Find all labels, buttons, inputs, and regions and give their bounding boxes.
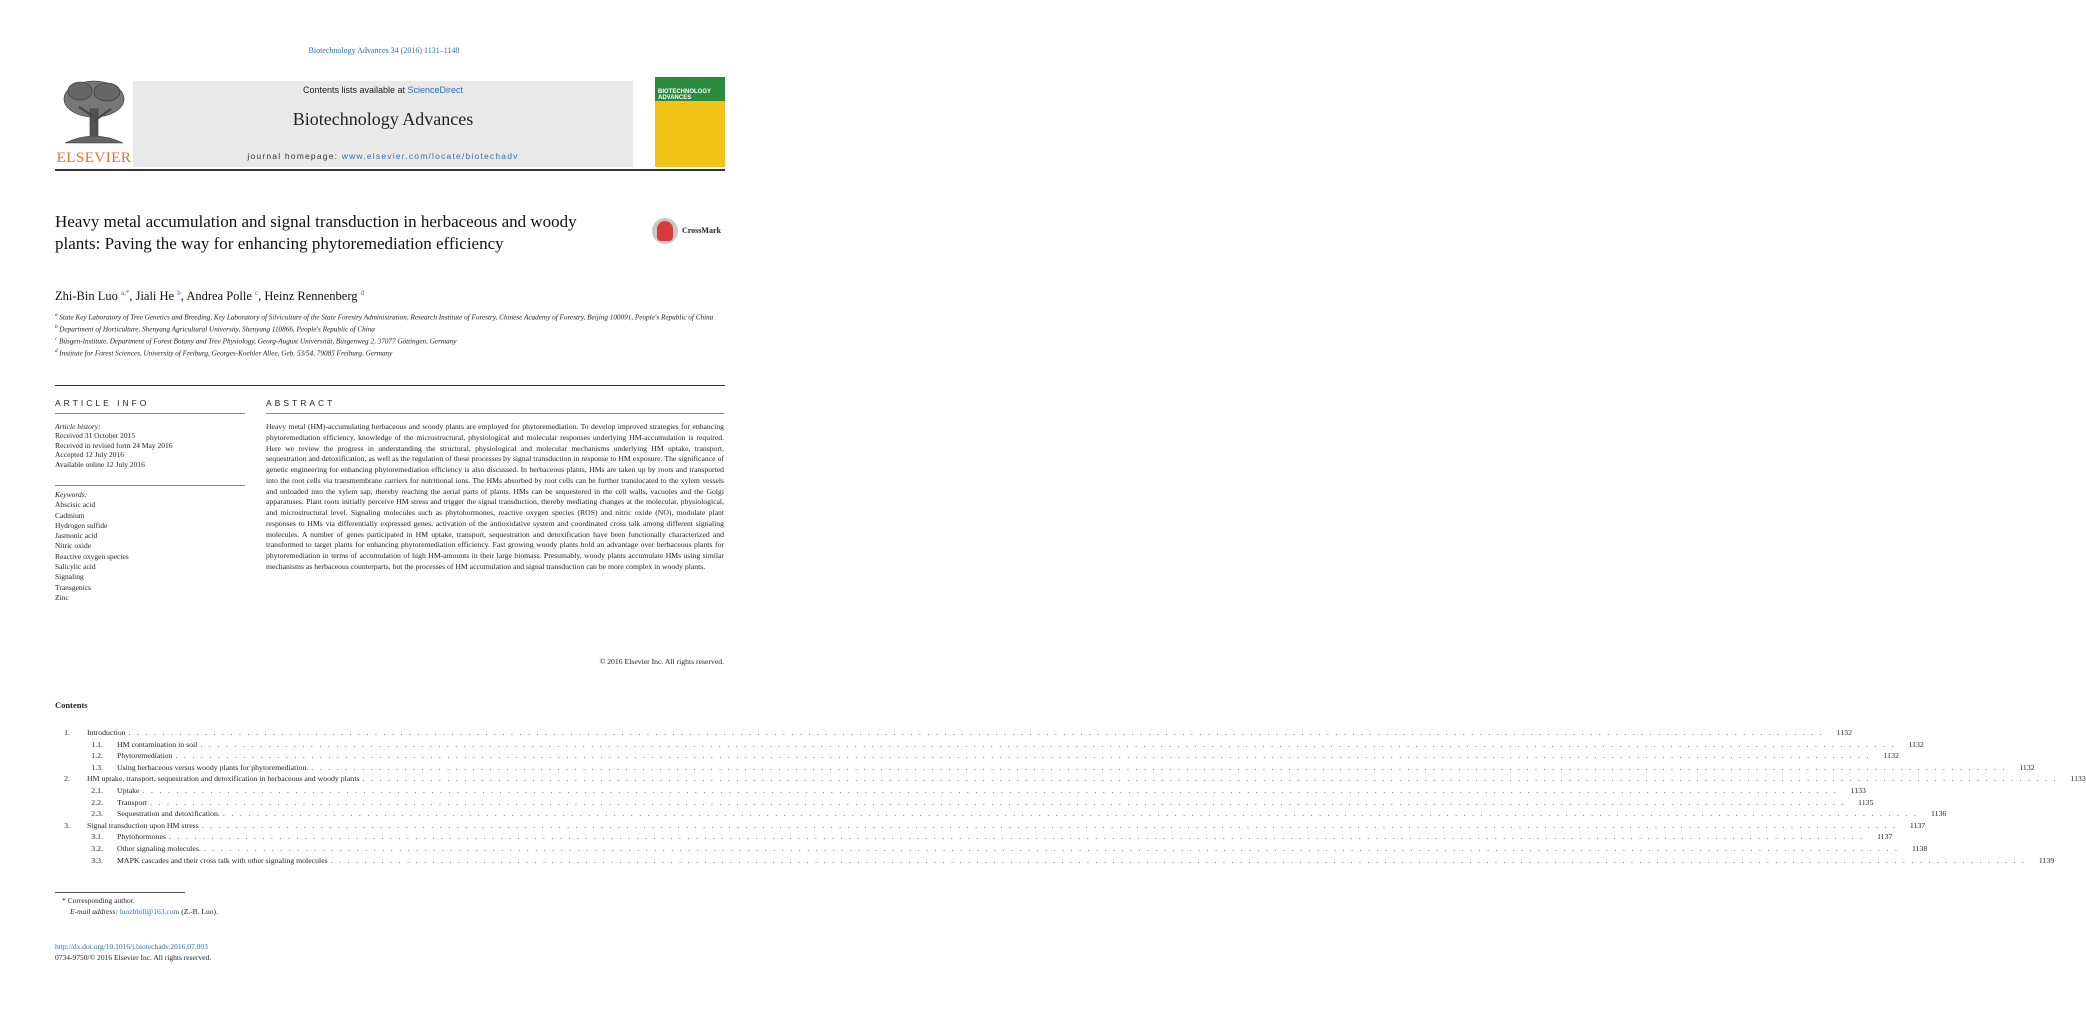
affiliation <box>55 323 725 335</box>
toc-page-number: 1133 <box>1850 785 1866 795</box>
journal-masthead <box>55 77 725 167</box>
email-link[interactable]: luozbbill@163.com <box>119 907 180 916</box>
doi-link[interactable]: http://dx.doi.org/10.1016/j.biotechadv.2016.07.003 <box>55 942 208 951</box>
toc-entry[interactable] <box>55 855 2055 867</box>
author-affil-link[interactable]: c <box>255 289 259 297</box>
toc-entry[interactable] <box>55 797 1874 809</box>
crossmark-label: CrossMark <box>682 226 721 235</box>
toc-entry[interactable] <box>55 773 2086 785</box>
toc-number: 3.2. <box>91 843 103 853</box>
elsevier-tree-icon <box>55 77 133 149</box>
toc-title[interactable]: Introduction <box>87 728 126 737</box>
section-rule <box>55 385 725 386</box>
journal-homepage <box>133 151 633 161</box>
toc-entry[interactable] <box>55 843 1928 855</box>
toc-number: 3. <box>64 820 70 830</box>
homepage-prefix: journal homepage: <box>247 151 342 161</box>
copyright-notice: © 2016 Elsevier Inc. All rights reserved. <box>599 657 724 666</box>
toc-title[interactable]: Phytohormones <box>117 832 166 842</box>
footnote <box>62 895 218 917</box>
table-of-contents <box>55 727 2086 866</box>
publisher-wordmark: ELSEVIER <box>56 150 132 166</box>
affil-text: Institute for Forest Sciences, University of Freiburg, Georges-Koehler Allee, Geb. 53/54, 79085 Freiburg, Germany <box>59 349 393 358</box>
history-item: Available online 12 July 2016 <box>55 459 145 469</box>
contents-prefix: Contents lists available at <box>302 85 408 95</box>
toc-page-number: 1136 <box>1930 809 1947 819</box>
toc-leader: . . . . . . . . . . . . . . . . . . . . . . . . . . . . . . . . . . . . . . . . . . . . . . . . . . . . . . . . . . . . . . . . . . . . . . . . . . . . . . . . . . . . . . . . . . . . . . . . . . . . . . . . . . . . . . . . . . . . . . . . . . . . . . . . . . . . . . . . . . . . . . . . . . . . . . . . . . . . . . . . . . . . . . . . . . . . . . . . . . . . . . . . . . . . . . . . . . . . . . . . <box>330 855 2027 865</box>
article-history <box>55 422 245 469</box>
affiliation <box>55 347 725 359</box>
author-name: Zhi-Bin Luo <box>55 289 118 304</box>
toc-title[interactable]: Uptake <box>117 785 140 795</box>
citation-link[interactable]: Biotechnology Advances 34 (2016) 1131–1148 <box>308 46 460 55</box>
toc-entry[interactable] <box>55 762 2035 774</box>
toc-leader: . . . . . . . . . . . . . . . . . . . . . . . . . . . . . . . . . . . . . . . . . . . . . . . . . . . . . . . . . . . . . . . . . . . . . . . . . . . . . . . . . . . . . . . . . . . . . . . . . . . . . . . . . . . . . . . . . . . . . . . . . . . . . . . . . . . . . . . . . . . . . . . . . . . . . . . . . . . . . . . . . . . . . . . . . . . . . . . . . . . . . . . . . . . . . . . . . . . . . . . . <box>311 762 2007 772</box>
journal-title: Biotechnology Advances <box>292 109 474 129</box>
toc-entry[interactable] <box>55 808 1947 820</box>
toc-title[interactable]: Sequestration and detoxification. <box>117 809 220 819</box>
toc-leader: . . . . . . . . . . . . . . . . . . . . . . . . . . . . . . . . . . . . . . . . . . . . . . . . . . . . . . . . . . . . . . . . . . . . . . . . . . . . . . . . . . . . . . . . . . . . . . . . . . . . . . . . . . . . . . . . . . . . . . . . . . . . . . . . . . . . . . . . . . . . . . . . . . . . . . . . . . . . . . . . . . . . . . . . . . . . . . . . . . . . . . . . . . . . . . . . . . . . . . . . <box>175 751 1871 761</box>
toc-leader: . . . . . . . . . . . . . . . . . . . . . . . . . . . . . . . . . . . . . . . . . . . . . . . . . . . . . . . . . . . . . . . . . . . . . . . . . . . . . . . . . . . . . . . . . . . . . . . . . . . . . . . . . . . . . . . . . . . . . . . . . . . . . . . . . . . . . . . . . . . . . . . . . . . . . . . . . . . . . . . . . . . . . . . . . . . . . . . . . . . . . . . . . . . . . . . . . . . . . . . . <box>150 797 1846 807</box>
toc-number: 3.1. <box>91 832 103 842</box>
abstract-rule <box>266 413 724 414</box>
toc-number: 2. <box>64 774 70 784</box>
keyword: Signaling <box>55 572 84 582</box>
keyword: Nitric oxide <box>55 541 92 551</box>
elsevier-logo <box>55 77 133 167</box>
toc-page-number: 1132 <box>1908 739 1924 749</box>
article-info-heading: ARTICLE INFO <box>55 398 150 408</box>
toc-leader: . . . . . . . . . . . . . . . . . . . . . . . . . . . . . . . . . . . . . . . . . . . . . . . . . . . . . . . . . . . . . . . . . . . . . . . . . . . . . . . . . . . . . . . . . . . . . . . . . . . . . . . . . . . . . . . . . . . . . . . . . . . . . . . . . . . . . . . . . . . . . . . . . . . . . . . . . . . . . . . . . . . . . . . . . . . . . . . . . . . . . . . . . . . . . . . . . . . . . . . . <box>200 739 1896 749</box>
toc-entry[interactable] <box>55 820 1926 832</box>
toc-page-number: 1137 <box>1877 832 1893 842</box>
toc-number: 2.3. <box>91 809 103 819</box>
toc-number: 2.1. <box>91 785 103 795</box>
keyword: Cadmium <box>55 510 85 520</box>
masthead-rule <box>55 169 725 171</box>
toc-page-number: 1132 <box>2019 762 2035 772</box>
corresponding-author-note: * Corresponding author. <box>62 896 135 905</box>
journal-cover-thumbnail[interactable] <box>655 77 725 167</box>
keyword: Jasmonic acid <box>55 531 98 541</box>
affil-key: b <box>55 324 58 330</box>
issn-line: 0734-9750/© 2016 Elsevier Inc. All rights reserved. <box>55 953 212 962</box>
affil-key: c <box>55 336 58 342</box>
toc-number: 1. <box>64 728 70 737</box>
toc-page-number: 1132 <box>1836 728 1852 737</box>
abstract-heading: ABSTRACT <box>266 398 336 408</box>
toc-page-number: 1132 <box>1883 751 1899 761</box>
toc-page-number: 1139 <box>2038 855 2055 865</box>
toc-page-number: 1135 <box>1858 797 1874 807</box>
toc-number: 1.3. <box>91 762 103 772</box>
keyword: Transgenics <box>55 582 91 592</box>
toc-title[interactable]: Other signaling molecules. <box>117 843 201 853</box>
toc-leader: . . . . . . . . . . . . . . . . . . . . . . . . . . . . . . . . . . . . . . . . . . . . . . . . . . . . . . . . . . . . . . . . . . . . . . . . . . . . . . . . . . . . . . . . . . . . . . . . . . . . . . . . . . . . . . . . . . . . . . . . . . . . . . . . . . . . . . . . . . . . . . . . . . . . . . . . . . . . . . . . . . . . . . . . . . . . . . . . . . . . . . . . . . . . . . . . . . . . . . . . <box>222 809 1919 819</box>
keywords-label: Keywords: <box>55 490 88 499</box>
toc-leader: . . . . . . . . . . . . . . . . . . . . . . . . . . . . . . . . . . . . . . . . . . . . . . . . . . . . . . . . . . . . . . . . . . . . . . . . . . . . . . . . . . . . . . . . . . . . . . . . . . . . . . . . . . . . . . . . . . . . . . . . . . . . . . . . . . . . . . . . . . . . . . . . . . . . . . . . . . . . . . . . . . . . . . . . . . . . . . . . . . . . . . . . . . . . . . . . . . . . . . . . <box>168 832 1865 842</box>
affiliations <box>55 311 725 359</box>
toc-entry[interactable] <box>55 739 1924 751</box>
history-item: Received 31 October 2015 <box>55 431 136 441</box>
author-affil-link[interactable]: b <box>177 289 181 297</box>
toc-title[interactable]: Phytoremediation <box>117 751 173 761</box>
affiliation <box>55 311 725 323</box>
history-label: Article history: <box>55 422 101 431</box>
toc-title[interactable]: Signal transduction upon HM stress <box>87 820 199 830</box>
author-list: Zhi-Bin Luo $^{a,*}$, Jiali He $^b$, Andrea Polle $^c$, Heinz Rennenberg $^d$ <box>55 289 365 304</box>
contents-available <box>133 81 633 95</box>
sciencedirect-link[interactable]: ScienceDirect <box>407 85 464 95</box>
author-affil-link[interactable]: d <box>360 289 365 297</box>
toc-title[interactable]: Transport <box>117 797 148 807</box>
toc-number: 3.3. <box>91 855 103 865</box>
author-name: Heinz Rennenberg <box>264 289 358 304</box>
keyword: Hydrogen sulfide <box>55 520 108 530</box>
homepage-link[interactable]: www.elsevier.com/locate/biotechadv <box>341 151 519 161</box>
history-item: Received in revised form 24 May 2016 <box>55 440 173 450</box>
affil-text: Department of Horticulture, Shenyang Agricultural University, Shenyang 110866, People's Republic of China <box>59 325 375 334</box>
toc-entry[interactable] <box>55 785 1866 797</box>
crossmark-icon <box>652 218 678 244</box>
article-title: Heavy metal accumulation and signal transduction in herbaceous and woody plants: Paving the way for enhancing phytoremediation efficiency <box>55 212 577 253</box>
footnote-rule <box>55 892 185 893</box>
toc-title[interactable]: MAPK cascades and their cross talk with other signaling molecules <box>117 855 328 865</box>
toc-number: 1.2. <box>91 751 103 761</box>
keyword: Reactive oxygen species <box>55 551 129 561</box>
toc-number: 1.1. <box>91 739 103 749</box>
toc-title[interactable]: HM contamination in soil <box>117 739 198 749</box>
journal-citation[interactable] <box>0 46 768 55</box>
affil-key: a <box>55 313 58 318</box>
toc-entry[interactable] <box>55 831 1893 843</box>
toc-page-number: 1138 <box>1911 843 1928 853</box>
toc-title[interactable]: Using herbaceous versus woody plants for phytoremediation. <box>117 762 309 772</box>
affil-key: d <box>55 348 58 354</box>
keyword: Abscisic acid <box>55 500 96 510</box>
keyword: Zinc <box>55 592 69 602</box>
keywords-list <box>55 490 245 603</box>
toc-number: 2.2. <box>91 797 103 807</box>
toc-entry[interactable] <box>55 727 1852 739</box>
affiliation <box>55 335 725 347</box>
affil-text: State Key Laboratory of Tree Genetics and Breeding, Key Laboratory of Silviculture of the State Forestry Administration, Research Institute of Forestry, Chinese Academy of Forestry, Beijing 100091, People's Republic of China <box>59 313 714 322</box>
crossmark-badge[interactable] <box>652 218 724 246</box>
email-suffix: (Z.-B. Luo). <box>179 907 218 916</box>
toc-leader: . . . . . . . . . . . . . . . . . . . . . . . . . . . . . . . . . . . . . . . . . . . . . . . . . . . . . . . . . . . . . . . . . . . . . . . . . . . . . . . . . . . . . . . . . . . . . . . . . . . . . . . . . . . . . . . . . . . . . . . . . . . . . . . . . . . . . . . . . . . . . . . . . . . . . . . . . . . . . . . . . . . . . . . . . . . . . . . . . . . . . . . . . . . . . . . . . . . . . . . . <box>128 728 1824 737</box>
cover-label: BIOTECHNOLOGY ADVANCES <box>658 89 711 101</box>
toc-title[interactable]: HM uptake, transport, sequestration and detoxification in herbaceous and woody plants <box>87 774 360 784</box>
toc-leader: . . . . . . . . . . . . . . . . . . . . . . . . . . . . . . . . . . . . . . . . . . . . . . . . . . . . . . . . . . . . . . . . . . . . . . . . . . . . . . . . . . . . . . . . . . . . . . . . . . . . . . . . . . . . . . . . . . . . . . . . . . . . . . . . . . . . . . . . . . . . . . . . . . . . . . . . . . . . . . . . . . . . . . . . . . . . . . . . . . . . . . . . . . . . . . . . . . . . . . . . <box>201 820 1898 830</box>
affil-text: Büsgen-Institute, Department of Forest Botany and Tree Physiology, Georg-August Universität, Büsgenweg 2, 37077 Göttingen, Germany <box>59 337 457 346</box>
toc-leader: . . . . . . . . . . . . . . . . . . . . . . . . . . . . . . . . . . . . . . . . . . . . . . . . . . . . . . . . . . . . . . . . . . . . . . . . . . . . . . . . . . . . . . . . . . . . . . . . . . . . . . . . . . . . . . . . . . . . . . . . . . . . . . . . . . . . . . . . . . . . . . . . . . . . . . . . . . . . . . . . . . . . . . . . . . . . . . . . . . . . . . . . . . . . . . . . . . . . . . . . <box>142 785 1838 795</box>
abstract-text: Heavy metal (HM)-accumulating herbaceous and woody plants are employed for phytoremediation. To develop improved strategies for enhancing phytoremediation efficiency, knowledge of the microstructural, physiological and molecular responses underlying HM-accumulation is required. Here we review the progress in understanding the structural, physiological and molecular mechanisms underlying HM uptake, transport, sequestration and detoxification, as well as the regulation of these processes by signal transduction in response to HM exposure. The significance of genetic engineering for enhancing phytoremediation efficiency is also discussed. In herbaceous plants, HMs are taken up by roots and transported into the root cells via transmembrane carriers for nutritional ions. The HMs absorbed by root cells can be further translocated to the xylem vessels and unloaded into the xylem sap, thereby reaching the aerial parts of plants. HMs can be sequestered in the cell walls, vacuoles and the Golgi apparatuses. Plant roots initially perceive HM stress and trigger the signal transduction, thereby mediating changes at the molecular, physiological, and microstructural level. Signaling molecules such as phytohormones, reactive oxygen species (ROS) and nitric oxide (NO), modulate plant responses to HMs via differentially expressed genes, activation of the antioxidative system and coordinated cross talk among different signaling molecules. A number of genes participated in HM uptake, transport, sequestration and detoxification have been functionally characterized and transformed to target plants for enhancing phytoremediation efficiency. Fast growing woody plants hold an advantage over herbaceous plants for phytoremediation in terms of accumulation of high HM-amounts in their large biomass. Presumably, woody plants accumulate HMs using similar mechanisms as herbaceous counterparts, but the processes of HM accumulation and signal transduction can be more complex in woody plants. <box>266 422 724 571</box>
author-name: Jiali He <box>135 289 175 304</box>
toc-leader: . . . . . . . . . . . . . . . . . . . . . . . . . . . . . . . . . . . . . . . . . . . . . . . . . . . . . . . . . . . . . . . . . . . . . . . . . . . . . . . . . . . . . . . . . . . . . . . . . . . . . . . . . . . . . . . . . . . . . . . . . . . . . . . . . . . . . . . . . . . . . . . . . . . . . . . . . . . . . . . . . . . . . . . . . . . . . . . . . . . . . . . . . . . . . . . . . . . . . . . . <box>203 843 1900 853</box>
masthead-band <box>133 81 633 167</box>
keywords-rule <box>55 485 245 486</box>
toc-page-number: 1137 <box>1909 820 1926 830</box>
doi-block <box>55 941 211 963</box>
author-affil-link[interactable]: a,* <box>120 289 130 297</box>
history-item: Accepted 12 July 2016 <box>55 450 124 460</box>
keyword: Salicylic acid <box>55 562 96 572</box>
toc-entry[interactable] <box>55 750 1899 762</box>
author-name: Andrea Polle <box>186 289 252 304</box>
info-rule <box>55 413 245 414</box>
contents-heading: Contents <box>55 700 88 710</box>
toc-page-number: 1133 <box>2070 774 2086 784</box>
email-label: E-mail address: <box>70 907 120 916</box>
toc-leader: . . . . . . . . . . . . . . . . . . . . . . . . . . . . . . . . . . . . . . . . . . . . . . . . . . . . . . . . . . . . . . . . . . . . . . . . . . . . . . . . . . . . . . . . . . . . . . . . . . . . . . . . . . . . . . . . . . . . . . . . . . . . . . . . . . . . . . . . . . . . . . . . . . . . . . . . . . . . . . . . . . . . . . . . . . . . . . . . . . . . . . . . . . . . . . . . . . . . . . . . <box>362 774 2058 784</box>
email-line <box>62 906 218 917</box>
